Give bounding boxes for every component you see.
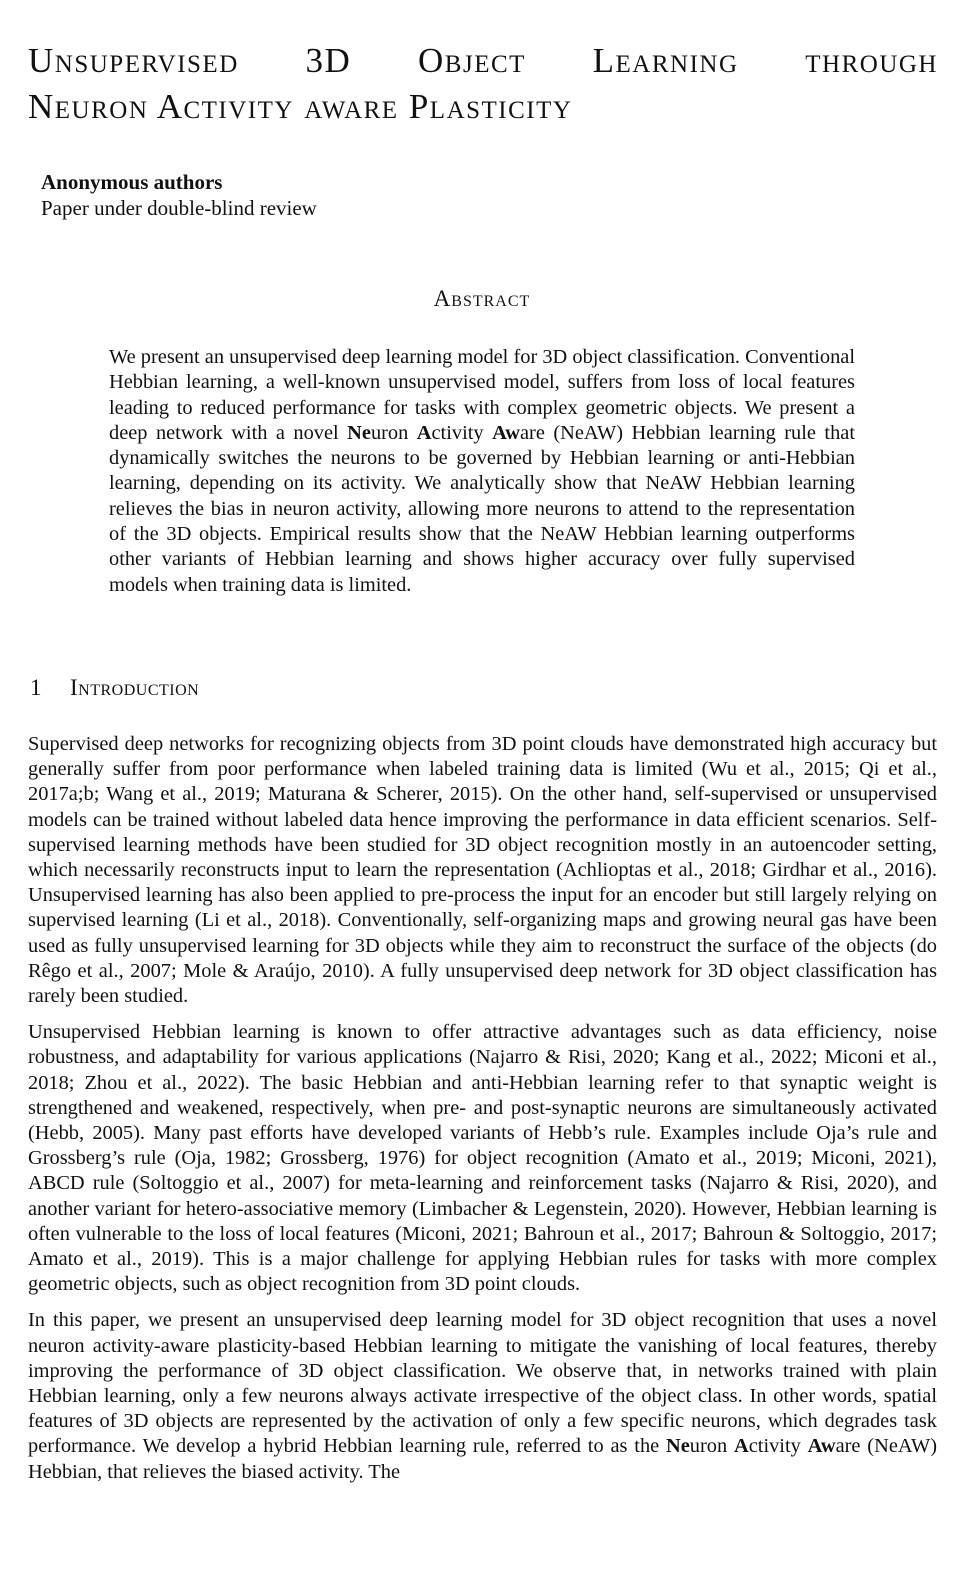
section-heading-introduction [30,675,199,701]
paragraph-segment: ctivity [748,1435,808,1458]
author-names: Anonymous authors [41,170,223,194]
author-block [41,169,317,221]
paragraph-bold-segment: Aw [807,1435,836,1458]
abstract-segment: uron [370,421,417,444]
review-note: Paper under double-blind review [41,196,317,220]
paragraph: Unsupervised Hebbian learning is known to offer attractive advantages such as data efficiency, noise robustness, and adaptability for various applications (Najarro & Risi, 2020; Kang et al., 2022; Miconi et al., 2018; Zhou et al., 2022). The basic Hebbian and anti-Hebbian learning refer to that synaptic weight is strengthened and weakened, respectively, when pre- and post-synaptic neurons are simultaneously activated (Hebb, 2005). Many past efforts have developed variants of Hebb’s rule. Examples include Oja’s rule and Grossberg’s rule (Oja, 1982; Grossberg, 1976) for object recognition (Amato et al., 2019; Miconi, 2021), ABCD rule (Soltoggio et al., 2007) for meta-learning and reinforcement tasks (Najarro & Risi, 2020), and another variant for hetero-associative memory (Limbacher & Legenstein, 2020). However, Hebbian learning is often vulnerable to the loss of local features (Miconi, 2021; Bahroun et al., 2017; Bahroun & Soltoggio, 2017; Amato et al., 2019). This is a major challenge for applying Hebbian rules for tasks with more complex geometric objects, such as object recognition from 3D point clouds. [28,1021,937,1296]
abstract-segment: are (NeAW) Hebbian learning rule that dynamically switches the neurons to be governed by Hebbian learning or anti-Hebbian learning, depending on its activity. We analytically show that NeAW Hebbian learning relieves the bias in neuron activity, allowing more neurons to attend to the representation of the 3D objects. Empirical results show that the NeAW Hebbian learning outperforms other variants of Hebbian learning and shows higher accuracy over fully supervised models when training data is limited. [109,421,855,596]
paper-title [28,38,938,130]
abstract-bold-segment: Ne [347,421,371,444]
abstract-bold-segment: Aw [492,421,520,444]
abstract-segment: ctivity [431,421,493,444]
title-line-2: Neuron Activity aware Plasticity [28,87,573,126]
introduction-body [28,732,937,1496]
abstract-segment: We present an unsupervised deep learning model for 3D object classification. Conventional Hebbian learning, a well-known unsupervised model, suffers from loss of local features leading to reduced performance for tasks with complex geometric objects. We present a deep network with a novel [109,346,855,444]
title-line-1: Unsupervised 3D Object Learning through [28,41,938,80]
paragraph-segment: are (NeAW) Hebbian, that relieves the biased activity. The [28,1435,937,1483]
paragraph: Supervised deep networks for recognizing objects from 3D point clouds have demonstrated high accuracy but generally suffer from poor performance when labeled training data is limited (Wu et al., 2015; Qi et al., 2017a;b; Wang et al., 2019; Maturana & Scherer, 2015). On the other hand, self-supervised or unsupervised models can be trained without labeled data hence improving the performance in data efficient scenarios. Self-supervised learning methods have been studied for 3D object recognition mostly in an autoencoder setting, which necessarily reconstructs input to learn the representation (Achlioptas et al., 2018; Girdhar et al., 2016). Unsupervised learning has also been applied to pre-process the input for an encoder but still largely relying on supervised learning (Li et al., 2018). Conventionally, self-organizing maps and growing neural gas have been used as fully unsupervised learning for 3D objects while they aim to reconstruct the surface of the objects (do Rêgo et al., 2007; Mole & Araújo, 2010). A fully unsupervised deep network for 3D object classification has rarely been studied. [28,733,937,1008]
paragraph-bold-segment: A [734,1435,749,1458]
section-number: 1 [30,675,42,700]
paragraph-segment: In this paper, we present an unsupervised deep learning model for 3D object recognition that uses a novel neuron activity-aware plasticity-based Hebbian learning to mitigate the vanishing of local features, thereby improving the performance of 3D object classification. We observe that, in networks trained with plain Hebbian learning, only a few neurons always activate irrespective of the object class. In other words, spatial features of 3D objects are represented by the activation of only a few specific neurons, which degrades task performance. We develop a hybrid Hebbian learning rule, referred to as the [28,1309,937,1458]
paragraph-bold-segment: Ne [666,1435,690,1458]
paragraph-segment: uron [689,1435,734,1458]
abstract-bold-segment: A [416,421,432,444]
abstract-heading: Abstract [433,286,531,311]
section-title: Introduction [70,675,200,700]
paragraph [28,1308,937,1484]
abstract-text [109,345,855,598]
